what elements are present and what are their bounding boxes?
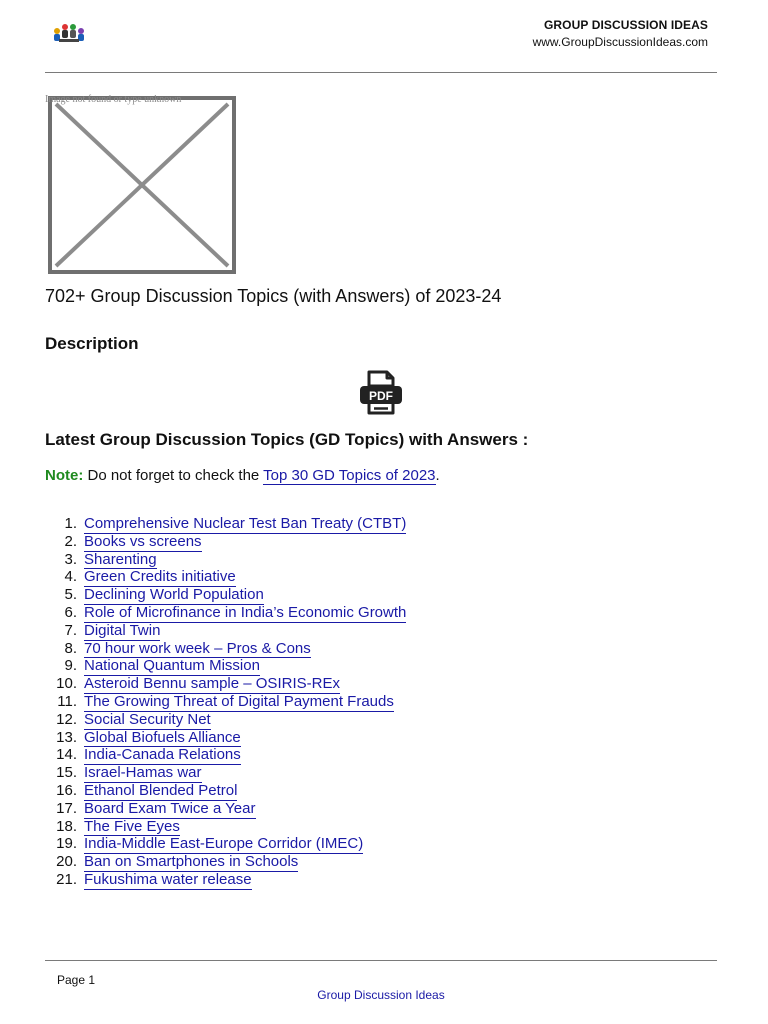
header-divider	[45, 72, 717, 73]
page-title: 702+ Group Discussion Topics (with Answers) of 2023-24	[45, 286, 502, 306]
note-line	[45, 467, 440, 484]
topic-link[interactable]: Ban on Smartphones in Schools	[84, 853, 299, 871]
list-item-number: 1.	[64, 515, 77, 532]
topic-link[interactable]: India-Canada Relations	[84, 746, 241, 764]
list-item-number: 16.	[56, 781, 77, 799]
top-30-topics-link[interactable]: Top 30 GD Topics of 2023	[263, 467, 436, 484]
list-item	[45, 586, 705, 604]
list-item-number: 8.	[64, 639, 77, 657]
list-item-number: 11.	[57, 692, 77, 710]
list-item	[45, 568, 705, 586]
people-group-logo-icon	[52, 22, 86, 46]
list-item	[45, 515, 705, 533]
list-item	[45, 764, 705, 782]
list-item-number: 12.	[56, 710, 77, 728]
footer-brand: Group Discussion Ideas	[317, 988, 445, 1002]
list-item-number: 13.	[56, 728, 77, 746]
section-heading: Latest Group Discussion Topics (GD Topics) with Answers :	[45, 430, 529, 449]
site-title: GROUP DISCUSSION IDEAS	[543, 18, 708, 32]
pdf-file-icon[interactable]	[357, 370, 405, 416]
list-item-number: 7.	[64, 621, 77, 639]
list-item	[45, 729, 705, 747]
list-item	[45, 693, 705, 711]
image-alt-text: Image not found or type unknown	[45, 94, 182, 105]
svg-text:PDF: PDF	[369, 389, 393, 403]
list-item-number: 14.	[56, 746, 77, 764]
topic-link[interactable]: Role of Microfinance in India’s Economic Growth	[84, 603, 407, 621]
list-item	[45, 835, 705, 853]
note-text: Do not forget to check the	[83, 467, 264, 484]
broken-image-icon	[48, 96, 236, 274]
list-item	[45, 853, 705, 871]
list-item	[45, 640, 705, 658]
list-item	[45, 871, 705, 889]
list-item-number: 10.	[56, 675, 77, 693]
list-item	[45, 622, 705, 640]
topic-link[interactable]: Digital Twin	[84, 621, 161, 639]
list-item-number: 9.	[64, 657, 77, 675]
list-item	[45, 782, 705, 800]
note-suffix: .	[435, 467, 440, 484]
topic-link[interactable]: 70 hour work week – Pros & Cons	[84, 639, 311, 657]
list-item-number: 21.	[56, 870, 77, 888]
list-item	[45, 604, 705, 622]
topic-link[interactable]: Asteroid Bennu sample – OSIRIS-REx	[84, 675, 340, 693]
list-item-number: 4.	[64, 568, 77, 586]
description-heading: Description	[45, 334, 139, 353]
topic-link[interactable]: National Quantum Mission	[84, 657, 260, 675]
list-item-number: 5.	[64, 586, 77, 604]
topics-list	[45, 515, 705, 889]
topic-link[interactable]: The Growing Threat of Digital Payment Frauds	[84, 692, 394, 710]
list-item	[45, 551, 705, 569]
list-item-number: 2.	[64, 532, 77, 550]
topic-link[interactable]: Social Security Net	[84, 710, 211, 728]
page-number: Page 1	[57, 973, 96, 987]
list-item	[45, 675, 705, 693]
topic-link[interactable]: Books vs screens	[84, 532, 202, 550]
list-item-number: 19.	[56, 835, 77, 853]
footer-divider	[45, 960, 717, 961]
topic-link[interactable]: The Five Eyes	[84, 817, 180, 835]
list-item-number: 6.	[64, 603, 77, 621]
list-item	[45, 657, 705, 675]
list-item	[45, 533, 705, 551]
topic-link[interactable]: Comprehensive Nuclear Test Ban Treaty (CTBT)	[84, 515, 407, 532]
topic-link[interactable]: Green Credits initiative	[84, 568, 236, 586]
topic-link[interactable]: Global Biofuels Alliance	[84, 728, 241, 746]
topic-link[interactable]: India-Middle East-Europe Corridor (IMEC)	[84, 835, 364, 853]
list-item	[45, 746, 705, 764]
topic-link[interactable]: Sharenting	[84, 550, 157, 568]
topic-link[interactable]: Declining World Population	[84, 586, 264, 604]
list-item-number: 17.	[56, 799, 77, 817]
topic-link[interactable]: Board Exam Twice a Year	[84, 799, 256, 817]
topic-link[interactable]: Fukushima water release	[84, 870, 252, 888]
list-item-number: 3.	[64, 550, 77, 568]
list-item	[45, 711, 705, 729]
list-item	[45, 800, 705, 818]
list-item-number: 20.	[56, 853, 77, 871]
list-item	[45, 818, 705, 836]
topic-link[interactable]: Israel-Hamas war	[84, 764, 202, 782]
site-url: www.GroupDiscussionIdeas.com	[532, 35, 708, 49]
list-item-number: 18.	[56, 817, 77, 835]
list-item-number: 15.	[56, 764, 77, 782]
note-label: Note:	[45, 467, 84, 484]
topic-link[interactable]: Ethanol Blended Petrol	[84, 781, 238, 799]
